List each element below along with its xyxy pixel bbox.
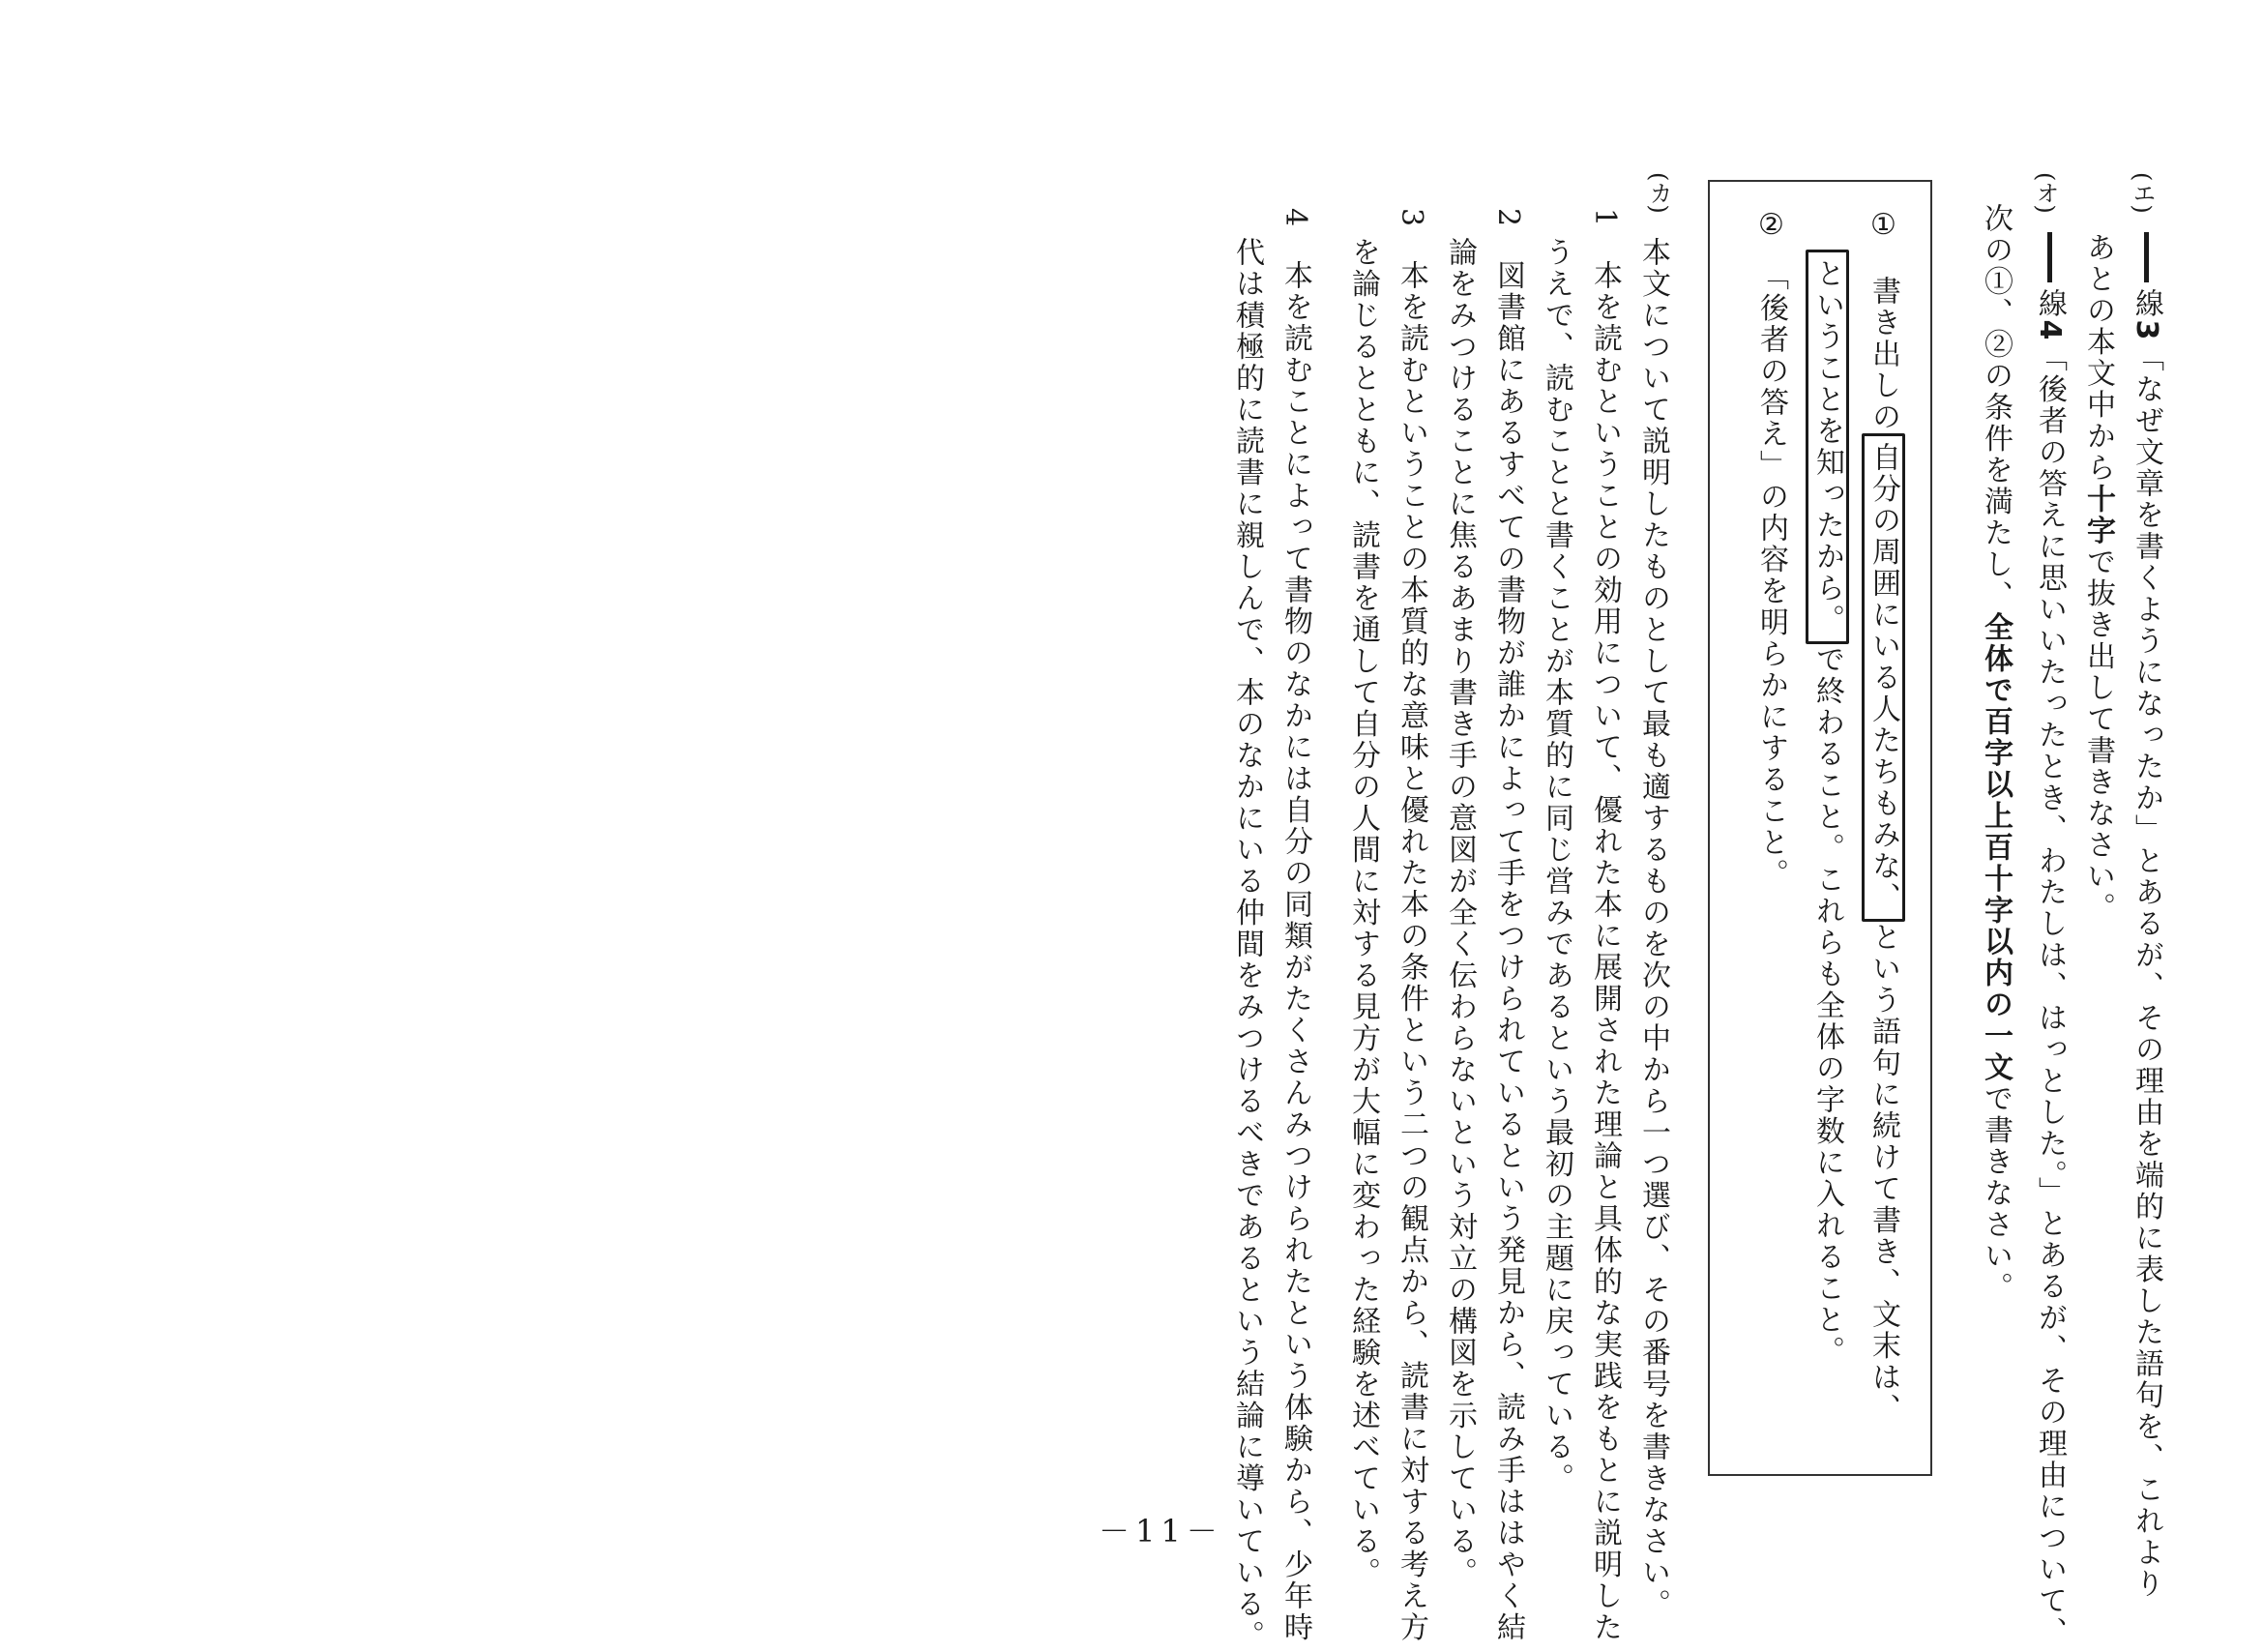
question-text: 次の①、②の条件を満たし、: [1979, 203, 2013, 612]
option-2-line1[interactable]: [1485, 208, 1530, 1643]
question-e-line2: [2075, 232, 2120, 924]
option-text: 本を読むということの効用について、優れた本に展開された理論と具体的な実践をもとに説明した: [1588, 260, 1622, 1644]
question-ka-label: (カ): [1645, 172, 1672, 214]
option-4-line1[interactable]: [1273, 208, 1317, 1643]
option-text: 本を読むことによって書物のなかには自分の同類がたくさんみつけられたという体験から、少年時: [1278, 260, 1312, 1644]
question-text: あとの本文中から: [2081, 232, 2115, 484]
question-e-line1: [2124, 232, 2168, 1600]
question-e-label: (エ): [2129, 172, 2156, 214]
option-number: 4: [1278, 208, 1312, 229]
question-o-line2: [1973, 203, 2017, 1304]
option-1-line1[interactable]: [1582, 208, 1627, 1643]
option-1-line2: うえで、読むことと書くことが本質的に同じ営みであるという最初の主題に戻っている。: [1540, 237, 1573, 1494]
question-o-line1: [2027, 232, 2072, 1648]
emphasis-text: 十字: [2081, 484, 2115, 546]
condition-text: 書き出しの: [1866, 276, 1900, 433]
condition-text: という語句に続けて書き、文末は、: [1866, 922, 1900, 1425]
line-number: 4: [2033, 319, 2067, 342]
question-text: 「なぜ文章を書くようになったか」とあるが、その理由を端的に表した語句を、これより: [2130, 341, 2163, 1600]
underline-mark: [2047, 232, 2052, 282]
underline-mark: [2144, 232, 2149, 282]
boxed-phrase: 自分の周囲にいる人たちもみな、: [1862, 433, 1905, 923]
condition-text: 「後者の答え」の内容を明らかにすること。: [1754, 276, 1788, 890]
line-label: 線: [2130, 288, 2163, 320]
emphasis-text: 全体で百字以上百十字以内の一文: [1979, 611, 2013, 1083]
question-text: で書きなさい。: [1979, 1083, 2013, 1304]
question-o-label: (オ): [2032, 172, 2059, 214]
page-number: －11－: [1099, 1513, 1223, 1549]
option-4-line2: 代は積極的に読書に親しんで、本のなかにいる仲間をみつけるべきであるという結論に導いている。: [1230, 237, 1264, 1652]
option-number: 3: [1395, 208, 1428, 229]
question-text: で抜き出して書きなさい。: [2081, 546, 2115, 924]
option-text: 図書館にあるすべての書物が誰かによって手をつけられているという発見から、読み手ははやく結: [1491, 260, 1525, 1644]
option-number: 2: [1491, 208, 1525, 229]
question-ka-instruction: 本文について説明したものとして最も適するものを次の中から一つ選び、その番号を書きなさい。: [1636, 237, 1670, 1620]
condition-marker: ①: [1866, 208, 1900, 245]
option-2-line2: 論をみつけることに焦るあまり書き手の意図が全く伝わらないという対立の構図を示している。: [1443, 237, 1477, 1589]
option-text: 本を読むということの本質的な意味と優れた本の条件という二つの観点から、読書に対する考え方: [1395, 260, 1428, 1644]
condition-text: で終わること。これらも全体の字数に入れること。: [1810, 644, 1844, 1368]
boxed-phrase: ということを知ったから。: [1806, 250, 1849, 644]
option-3-line2: を論じるとともに、読書を通して自分の人間に対する見方が大幅に変わった経験を述べている。: [1346, 237, 1380, 1589]
question-text: 「後者の答えに思いいたったとき、わたしは、はっとした。」とあるが、その理由について、: [2033, 341, 2067, 1648]
option-3-line1[interactable]: [1389, 208, 1433, 1643]
option-number: 1: [1588, 208, 1622, 229]
line-number: 3: [2130, 319, 2163, 342]
line-label: 線: [2033, 288, 2067, 320]
condition-1-line2: [1805, 250, 1849, 1368]
condition-1-line1: [1861, 208, 1905, 1425]
condition-2: [1749, 208, 1793, 890]
condition-marker: ②: [1754, 208, 1788, 245]
